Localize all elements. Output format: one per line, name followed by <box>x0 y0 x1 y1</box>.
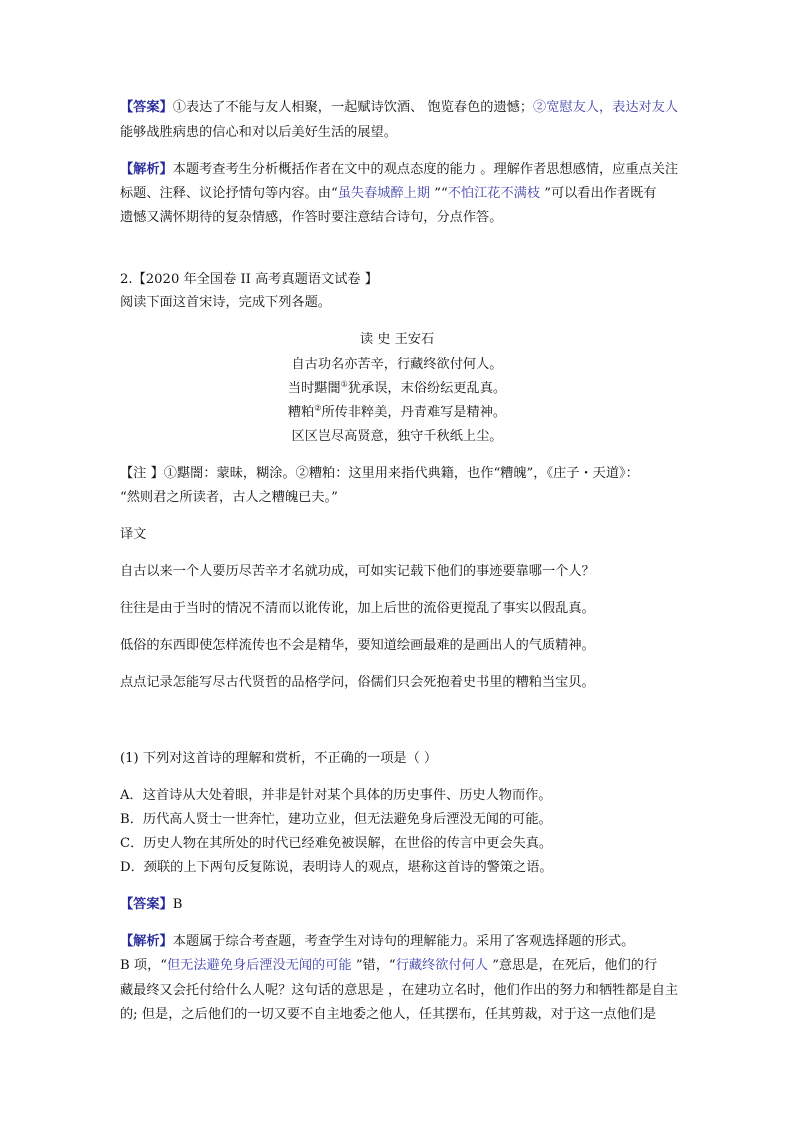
answer-label: 【答案】 <box>120 100 173 115</box>
translation-line: 往往是由于当时的情况不清而以讹传讹，加上后世的流俗更搅乱了事实以假乱真。 <box>120 601 595 616</box>
footnote-mark: ② <box>314 403 322 413</box>
analysis-text: 本题属于综合考查题，考查学生对诗句的理解能力。采用了客观选择题的形式。 <box>172 934 635 949</box>
analysis-text: 本题考查考生分析概括作者在文中的观点态度的能力 。理解作者思想感情，应重点关注 <box>172 162 679 177</box>
poem-line-4: 区区岂尽高贤意，独守千秋纸上尘。 <box>291 429 503 444</box>
analysis-text: ”“ <box>430 186 448 201</box>
sub1-analysis-line1 <box>120 933 634 951</box>
analysis-label: 【解析】 <box>120 934 173 949</box>
option-a: A．这首诗从大处着眼，并非是针对某个具体的历史事件、历史人物而作。 <box>120 788 552 803</box>
poem-text: 当时黮闇 <box>287 381 341 396</box>
translation-line: 自古以来一个人要历尽苦辛才名就功成，可如实记载下他们的事迹要靠哪一个人？ <box>120 564 595 579</box>
answer-value: B <box>172 897 183 912</box>
option-b: B．历代高人贤士一世奔忙，建功立业，但无法避免身后湮没无闻的可能。 <box>120 812 552 827</box>
sub1-answer <box>120 896 182 914</box>
poem-text: 所传非粹美，丹青难写是精神。 <box>321 405 507 420</box>
poem-line-2 <box>0 380 794 398</box>
analysis-text: B 项，“ <box>120 958 167 973</box>
q1-analysis-line3: 遗憾又满怀期待的复杂情感，作答时要注意结合诗句，分点作答。 <box>120 210 503 225</box>
translation-heading: 译文 <box>120 527 147 542</box>
q1-analysis-line2 <box>120 185 657 203</box>
q2-heading: 2.【2020 年全国卷 II 高考真题语文试卷 】 <box>120 272 378 287</box>
poem-text: 糟粕 <box>287 405 315 420</box>
answer-text-highlight: ②宽慰友人，表达对友人 <box>533 100 679 115</box>
answer-text: ①表达了不能与友人相聚，一起赋诗饮酒、 饱览春色的遗憾； <box>172 100 534 115</box>
sub1-analysis-line3: 藏最终又会托付给什么人呢？这句话的意思是 ，在建功立名时，他们作出的努力和牺牲都是自主 <box>120 983 679 998</box>
quoted-option: 但无法避免身后湮没无闻的可能 <box>167 958 352 973</box>
poem-line-1: 自古功名亦苦辛，行藏终欲付何人。 <box>291 357 503 372</box>
analysis-label: 【解析】 <box>120 162 173 177</box>
note-line-1: 【注 】①黮闇：蒙昧，糊涂。②糟粕：这里用来指代典籍，也作“糟魄”，《庄子・天道》： <box>120 466 639 481</box>
sub1-analysis-line4: 的; 但是，之后他们的一切又要不自主地委之他人，任其摆布，任其剪裁，对于这一点他们是 <box>120 1007 657 1022</box>
analysis-text: ”可以看出作者既有 <box>540 186 657 201</box>
quoted-verse: 虽失春城醉上期 <box>337 186 431 201</box>
analysis-text: ”意思是，在死后，他们的行 <box>488 958 658 973</box>
translation-line: 低俗的东西即使怎样流传也不会是精华，要知道绘画最难的是画出人的气质精神。 <box>120 638 595 653</box>
q1-answer-line1 <box>120 99 678 117</box>
sub-question-1: (1) 下列对这首诗的理解和赏析，不正确的一项是（ ） <box>120 751 438 766</box>
answer-label: 【答案】 <box>120 897 173 912</box>
q1-answer-line2: 能够战胜病患的信心和对以后美好生活的展望。 <box>120 125 397 140</box>
q2-instruction: 阅读下面这首宋诗，完成下列各题。 <box>120 295 331 310</box>
analysis-text: ”错，“ <box>351 958 396 973</box>
option-c: C．历史人物在其所处的时代已经难免被误解，在世俗的传言中更会失真。 <box>120 836 553 851</box>
translation-line: 点点记录怎能写尽古代贤哲的品格学问，俗儒们只会死抱着史书里的糟粕当宝贝。 <box>120 675 595 690</box>
poem-title: 读 史 王安石 <box>359 332 435 347</box>
q1-analysis-line1 <box>120 161 678 179</box>
quoted-verse: 不怕江花不满枝 <box>447 186 541 201</box>
option-d: D．颈联的上下两句反复陈说，表明诗人的观点，堪称这首诗的警策之语。 <box>120 860 553 875</box>
note-line-2: “然则君之所读者，古人之糟魄已夫。” <box>120 490 338 505</box>
poem-text: 犹承误，末俗纷纭更乱真。 <box>347 381 507 396</box>
analysis-text: 标题、注释、议论抒情句等内容。由“ <box>120 186 338 201</box>
sub1-analysis-line2 <box>120 957 657 975</box>
footnote-mark: ① <box>340 379 348 389</box>
quoted-verse: 行藏终欲付何人 <box>395 958 488 973</box>
poem-line-3 <box>0 404 794 422</box>
